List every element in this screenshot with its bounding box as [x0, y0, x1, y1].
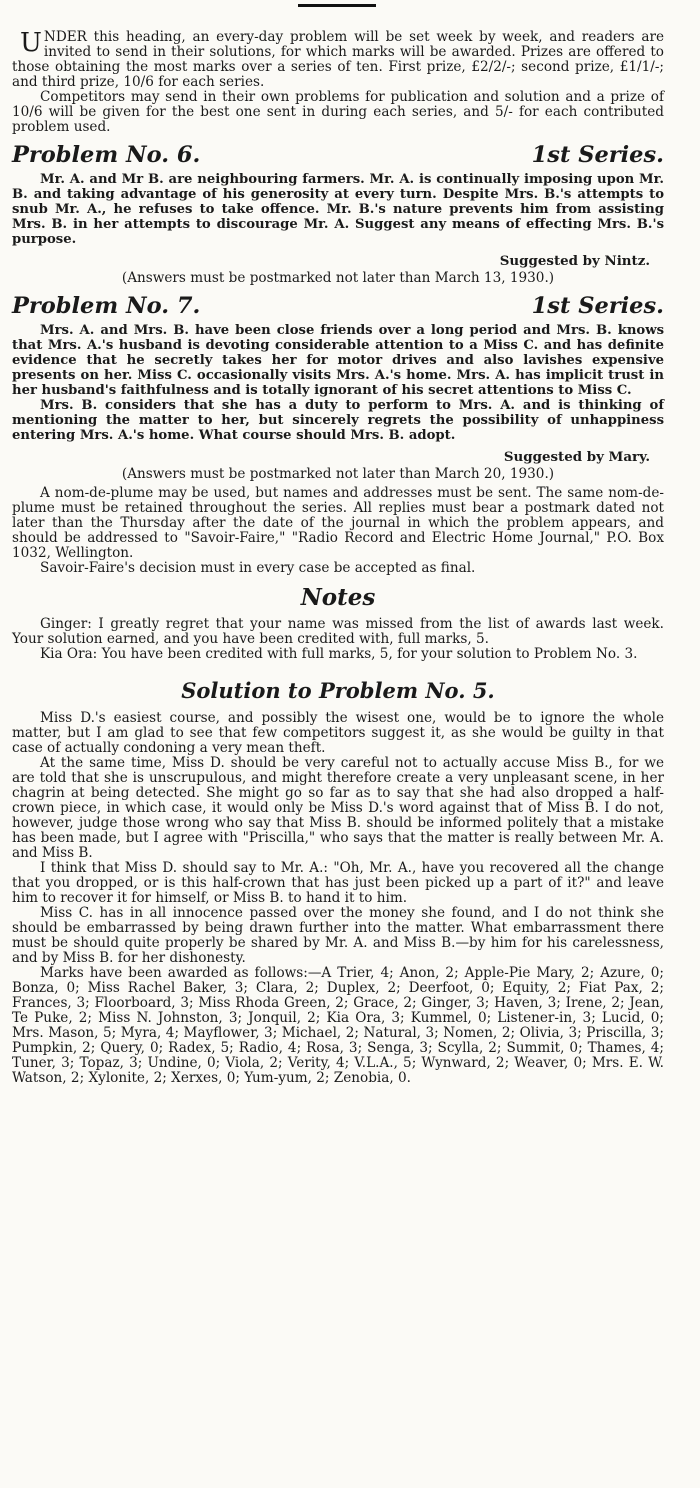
solution-paragraph-3: I think that Miss D. should say to Mr. A.: "Oh, Mr. A., have you recovered all the change that you dropped, or is this half-crown that has just been picked up a part of it?" and leave him to recover it for himself, or Miss B. to hand it to him. [12, 860, 664, 906]
notes-ginger: Ginger: I greatly regret that your name was missed from the list of awards last week. Your solution earned, and you have been credited with, full marks, 5. [12, 616, 664, 647]
rules-final: Savoir-Faire's decision must in every case be accepted as final. [40, 560, 476, 576]
problem-7-suggested: Suggested by Mary. [503, 449, 650, 465]
problem-7-series: 1st Series. [531, 293, 664, 319]
drop-cap: U [20, 28, 42, 58]
rules-paragraph: A nom-de-plume may be used, but names and addresses must be sent. The same nom-de-plume must be retained throughout the series. All replies must bear a postmark dated not later than the Thursday after the date of the journal in which the problem appears, and should be addressed to "Savoir-Faire," "Radio Record and Electric Home Journal," P.O. Box 1032, Wellington. [12, 485, 664, 561]
problem-7-body-2: Mrs. B. considers that she has a duty to perform to Mrs. A. and is thinking of mentioning the matter to her, but sincerely regrets the possibility of unhappiness entering Mrs. A.'s home. What course should Mrs. B. adopt. [12, 398, 664, 443]
intro-paragraph: UNDER this heading, an every-day problem will be set week by week, and readers are invited to send in their solutions, for which marks will be awarded. Prizes are offered to those obtaining the most marks over a series of ten. First prize, £2/2/-; second prize, £1/1/-; and third prize, 10/6 for each series. [12, 28, 664, 90]
notes-kia-ora: Kia Ora: You have been credited with full marks, 5, for your solution to Problem No. 3. [40, 646, 638, 662]
problem-7-heading [12, 293, 664, 319]
intro-paragraph-2: Competitors may send in their own problems for publication and solution and a prize of 10/6 will be given for the best one sent in during each series, and 5/- for each contributed problem used. [12, 89, 664, 135]
solution-marks: Marks have been awarded as follows:—A Trier, 4; Anon, 2; Apple-Pie Mary, 2; Azure, 0; Bonza, 0; Miss Rachel Baker, 3; Clara, 2; Duplex, 2; Deerfoot, 0; Equity, 2; Fiat Pax, 2; Frances, 3; Floorboard, 3; Miss Rhoda Green, 2; Grace, 2; Ginger, 3; Haven, 3; Irene, 2; Jean, Te Puke, 2; Miss N. Johnston, 3; Jonquil, 2; Kia Ora, 3; Kummel, 0; Listener-in, 3; Lucid, 0; Mrs. Mason, 5; Myra, 4; Mayflower, 3; Michael, 2; Natural, 3; Nomen, 2; Olivia, 3; Priscilla, 3; Pumpkin, 2; Query, 0; Radex, 5; Radio, 4; Rosa, 3; Senga, 3; Scylla, 2; Summit, 0; Thames, 4; Tuner, 3; Topaz, 3; Undine, 0; Viola, 2; Verity, 4; V.L.A., 5; Wynward, 2; Weaver, 0; Mrs. E. W. Watson, 2; Xylonite, 2; Xerxes, 0; Yum-yum, 2; Zenobia, 0. [12, 965, 664, 1086]
problem-6-series: 1st Series. [531, 142, 664, 168]
problem-6-suggested: Suggested by Nintz. [499, 253, 650, 269]
problem-6-answers: (Answers must be postmarked not later than March 13, 1930.) [121, 270, 555, 286]
problem-7-answers: (Answers must be postmarked not later than March 20, 1930.) [121, 466, 555, 482]
solution-title: Solution to Problem No. 5. [181, 678, 495, 703]
notes-title: Notes [300, 584, 376, 611]
top-rule [298, 4, 376, 7]
solution-paragraph-4: Miss C. has in all innocence passed over the money she found, and I do not think she should be embarrassed by being drawn further into the matter. What embarrassment there must be should quite properly be shared by Mr. A. and Miss B.—by him for his carelessness, and by Miss B. for her dishonesty. [12, 905, 664, 966]
solution-paragraph-2: At the same time, Miss D. should be very careful not to actually accuse Miss B., for we are told that she is unscrupulous, and might therefore create a very unpleasant scene, in her chagrin at being detected. She might go so far as to say that she had also dropped a half-crown piece, in which case, it would only be Miss D.'s word against that of Miss B. I do not, however, judge those wrong who say that Miss B. should be informed politely that a mistake has been made, but I agree with "Priscilla," who says that the matter is really between Mr. A. and Miss B. [12, 755, 664, 861]
solution-paragraph-1: Miss D.'s easiest course, and possibly the wisest one, would be to ignore the whole matter, but I am glad to see that few competitors suggest it, as she would be guilty in that case of actually condoning a very mean theft. [12, 710, 664, 756]
problem-7-body-1: Mrs. A. and Mrs. B. have been close friends over a long period and Mrs. B. knows that Mrs. A.'s husband is devoting considerable attention to a Miss C. and has definite evidence that he secretly takes her for motor drives and also lavishes expensive presents on her. Miss C. occasionally visits Mrs. A.'s home. Mrs. A. has implicit trust in her husband's faithfulness and is totally ignorant of his secret attentions to Miss C. [12, 323, 664, 398]
article-column [12, 30, 664, 1086]
problem-6-heading [12, 142, 664, 168]
problem-6-body: Mr. A. and Mr B. are neighbouring farmers. Mr. A. is continually imposing upon Mr. B. and taking advantage of his generosity at every turn. Despite Mrs. B.'s attempts to snub Mr. A., he refuses to take offence. Mr. B.'s nature prevents him from assisting Mrs. B. in her attempts to discourage Mr. A. Suggest any means of effecting Mrs. B.'s purpose. [12, 172, 664, 247]
problem-7-title: Problem No. 7. [12, 293, 201, 319]
problem-6-title: Problem No. 6. [12, 142, 201, 168]
